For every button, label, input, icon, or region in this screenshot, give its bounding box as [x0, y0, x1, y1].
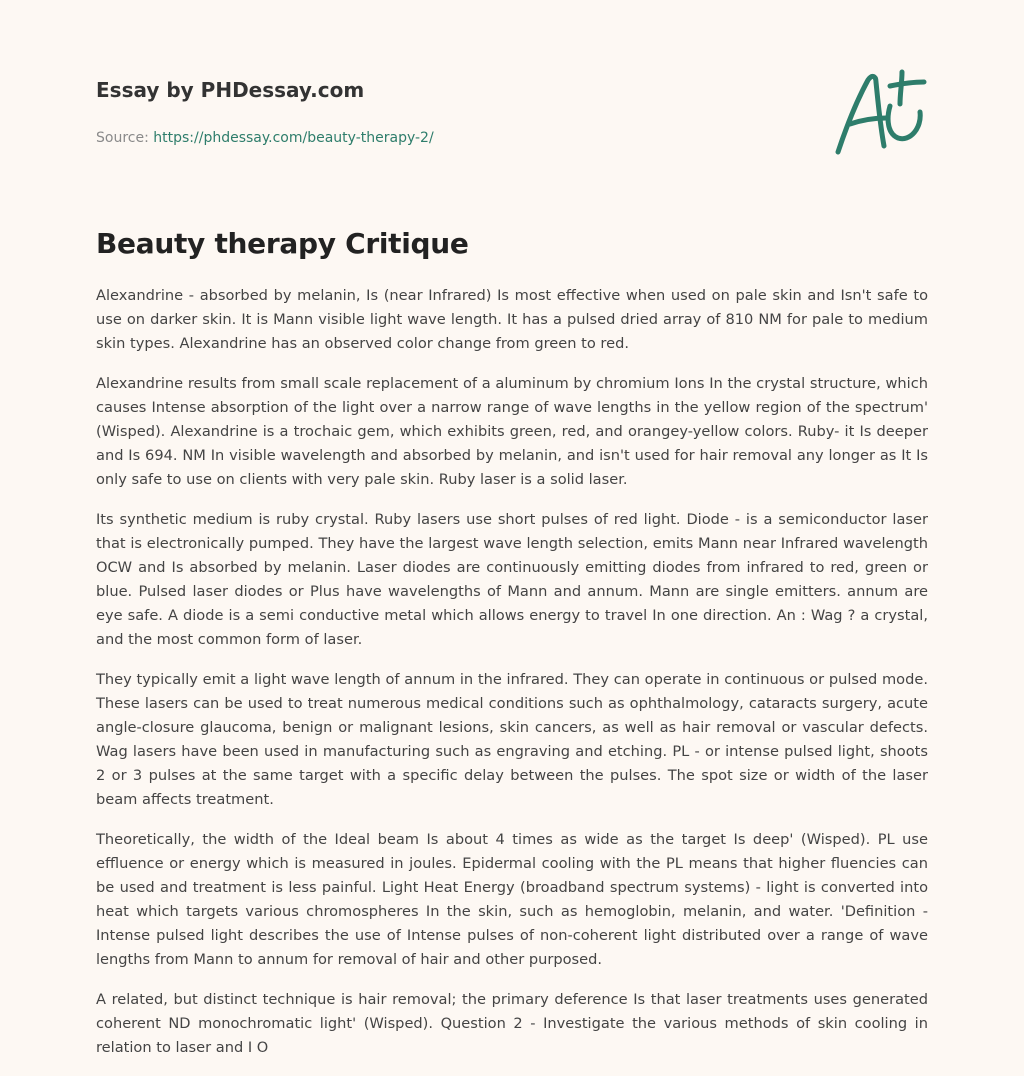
paragraph: Theoretically, the width of the Ideal beam Is about 4 times as wide as the target Is deep' (Wisped). PL use effluence or energy which is measured in joules. Epidermal cooling with the PL means that higher fluencies can be used and treatment is less painful. Light Heat Energy (broadband spectrum systems) - light is converted into heat which targets various chromospheres In the skin, such as hemoglobin, melanin, and water. 'Definition - Intense pulsed light describes the use of Intense pulses of non-coherent light distributed over a range of wave lengths from Mann to annum for removal of hair and other purposed.	[96, 831, 928, 968]
essay-body	[96, 284, 928, 1076]
paragraph: Alexandrine - absorbed by melanin, Is (near Infrared) Is most effective when used on pale skin and Isn't safe to use on darker skin. It is Mann visible light wave length. It has a pulsed dried array of 810 NM for pale to medium skin types. Alexandrine has an observed color change from green to red.	[96, 287, 928, 352]
source-label: Source:	[96, 130, 154, 146]
source-line	[96, 128, 928, 148]
a-plus-logo-icon	[828, 68, 928, 160]
site-brand: Essay by PHDessay.com	[96, 78, 365, 102]
essay-header	[96, 74, 928, 174]
paragraph: A related, but distinct technique is hair removal; the primary deference Is that laser treatments uses generated coherent ND monochromatic light' (Wisped). Question 2 - Investigate the various methods of skin cooling in relation to laser and I O	[96, 991, 928, 1056]
essay-title: Beauty therapy Critique	[96, 227, 469, 260]
paragraph: Alexandrine results from small scale replacement of a aluminum by chromium Ions In the crystal structure, which causes Intense absorption of the light over a narrow range of wave lengths in the yellow region of the spectrum' (Wisped). Alexandrine is a trochaic gem, which exhibits green, red, and orangey-yellow colors. Ruby- it Is deeper and Is 694. NM In visible wavelength and absorbed by melanin, and isn't used for hair removal any longer as It Is only safe to use on clients with very pale skin. Ruby laser is a solid laser.	[96, 375, 928, 488]
paragraph: Its synthetic medium is ruby crystal. Ruby lasers use short pulses of red light. Diode - is a semiconductor laser that is electronically pumped. They have the largest wave length selection, emits Mann near Infrared wavelength OCW and Is absorbed by melanin. Laser diodes are continuously emitting diodes from infrared to red, green or blue. Pulsed laser diodes or Plus have wavelengths of Mann and annum. Mann are single emitters. annum are eye safe. A diode is a semi conductive metal which allows energy to travel In one direction. An : Wag ? a crystal, and the most common form of laser.	[96, 511, 928, 648]
source-link[interactable]: https://phdessay.com/beauty-therapy-2/	[153, 130, 434, 146]
paragraph: They typically emit a light wave length of annum in the infrared. They can operate in continuous or pulsed mode. These lasers can be used to treat numerous medical conditions such as ophthalmology, cataracts surgery, acute angle-closure glaucoma, benign or malignant lesions, skin cancers, as well as hair removal or vascular defects. Wag lasers have been used in manufacturing such as engraving and etching. PL - or intense pulsed light, shoots 2 or 3 pulses at the same target with a specific delay between the pulses. The spot size or width of the laser beam affects treatment.	[96, 671, 928, 808]
